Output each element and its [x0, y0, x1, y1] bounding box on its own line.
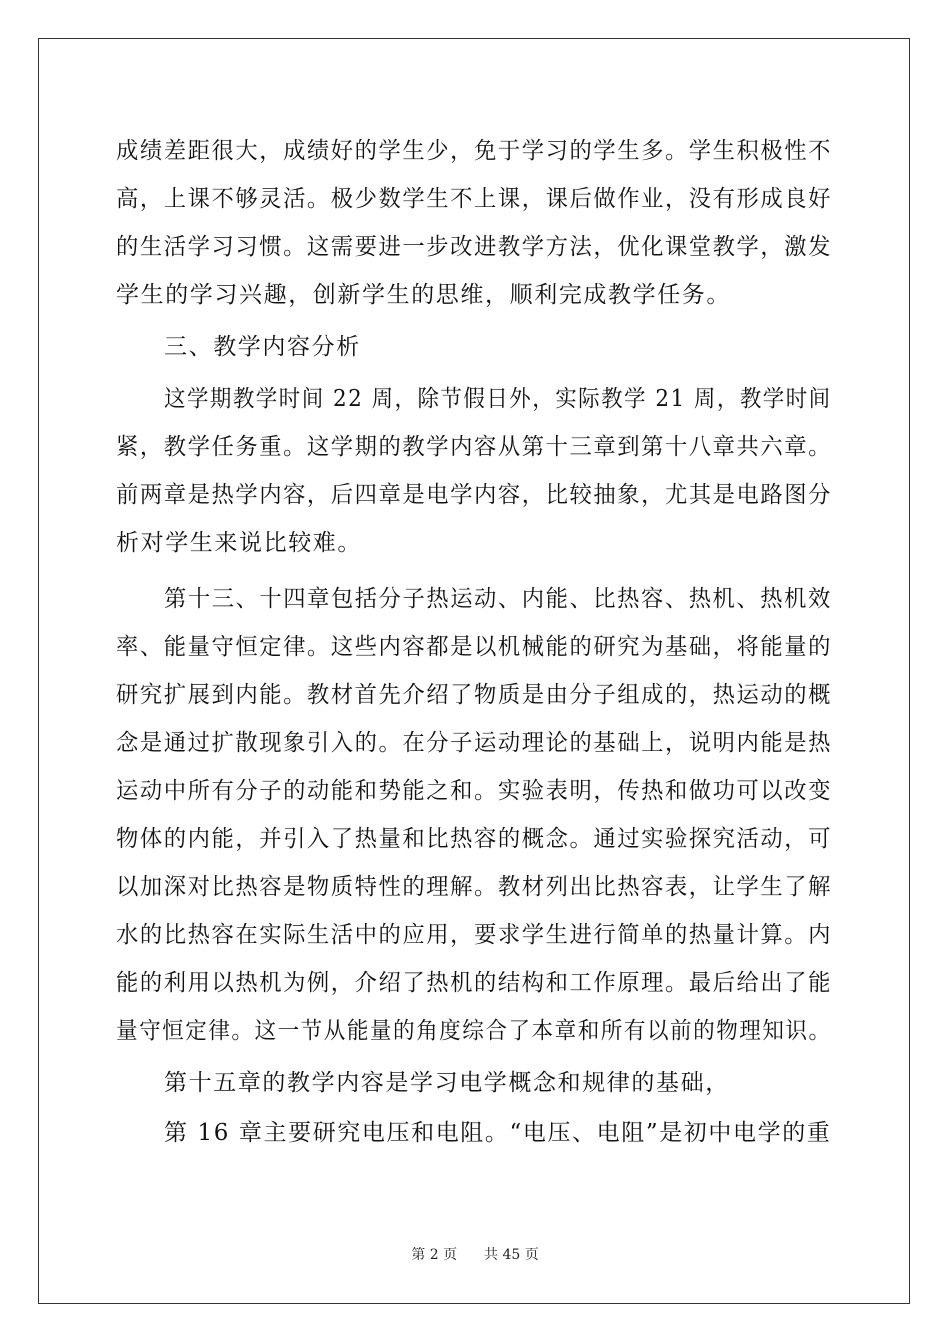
text-line-20: 第十五章的教学内容是学习电学概念和规律的基础，: [164, 1070, 730, 1096]
page-number: 第 2 页: [411, 1247, 458, 1263]
text-line-14: 运动中所有分子的动能和势能之和。实验表明，传热和做功可以改变: [116, 778, 833, 804]
section-heading: 三、教学内容分析: [164, 334, 361, 360]
text-line-13: 念是通过扩散现象引入的。在分子运动理论的基础上，说明内能是热: [116, 730, 833, 756]
text-line-7: 紧，教学任务重。这学期的教学内容从第十三章到第十八章共六章。: [116, 434, 833, 460]
text-line-11: 率、能量守恒定律。这些内容都是以机械能的研究为基础，将能量的: [116, 634, 833, 660]
page-footer: [0, 1244, 950, 1264]
text-line-18: 能的利用以热机为例，介绍了热机的结构和工作原理。最后给出了能: [116, 970, 833, 996]
text-line-16: 以加深对比热容是物质特性的理解。教材列出比热容表，让学生了解: [116, 874, 833, 900]
text-line-2: 高，上课不够灵活。极少数学生不上课，课后做作业，没有形成良好: [116, 186, 833, 212]
text-line-4: 学生的学习兴趣，创新学生的思维，顺利完成教学任务。: [116, 282, 731, 308]
text-line-9: 析对学生来说比较难。: [116, 530, 362, 556]
text-line-1: 成绩差距很大，成绩好的学生少，免于学习的学生多。学生积极性不: [116, 138, 833, 164]
text-line-17: 水的比热容在实际生活中的应用，要求学生进行简单的热量计算。内: [116, 922, 833, 948]
text-line-6: 这学期教学时间 22 周，除节假日外，实际教学 21 周，教学时间: [164, 386, 832, 412]
text-line-10: 第十三、十四章包括分子热运动、内能、比热容、热机、热机效: [164, 586, 832, 612]
text-line-8: 前两章是热学内容，后四章是电学内容，比较抽象，尤其是电路图分: [116, 482, 833, 508]
text-line-21: 第 16 章主要研究电压和电阻。“电压、电阻”是初中电学的重: [164, 1120, 832, 1146]
text-line-19: 量守恒定律。这一节从能量的角度综合了本章和所有以前的物理知识。: [116, 1018, 832, 1044]
text-line-12: 研究扩展到内能。教材首先介绍了物质是由分子组成的，热运动的概: [116, 682, 833, 708]
text-line-15: 物体的内能，并引入了热量和比热容的概念。通过实验探究活动，可: [116, 826, 833, 852]
text-line-3: 的生活学习习惯。这需要进一步改进教学方法，优化课堂教学，激发: [116, 234, 833, 260]
page-total: 共 45 页: [484, 1247, 539, 1263]
